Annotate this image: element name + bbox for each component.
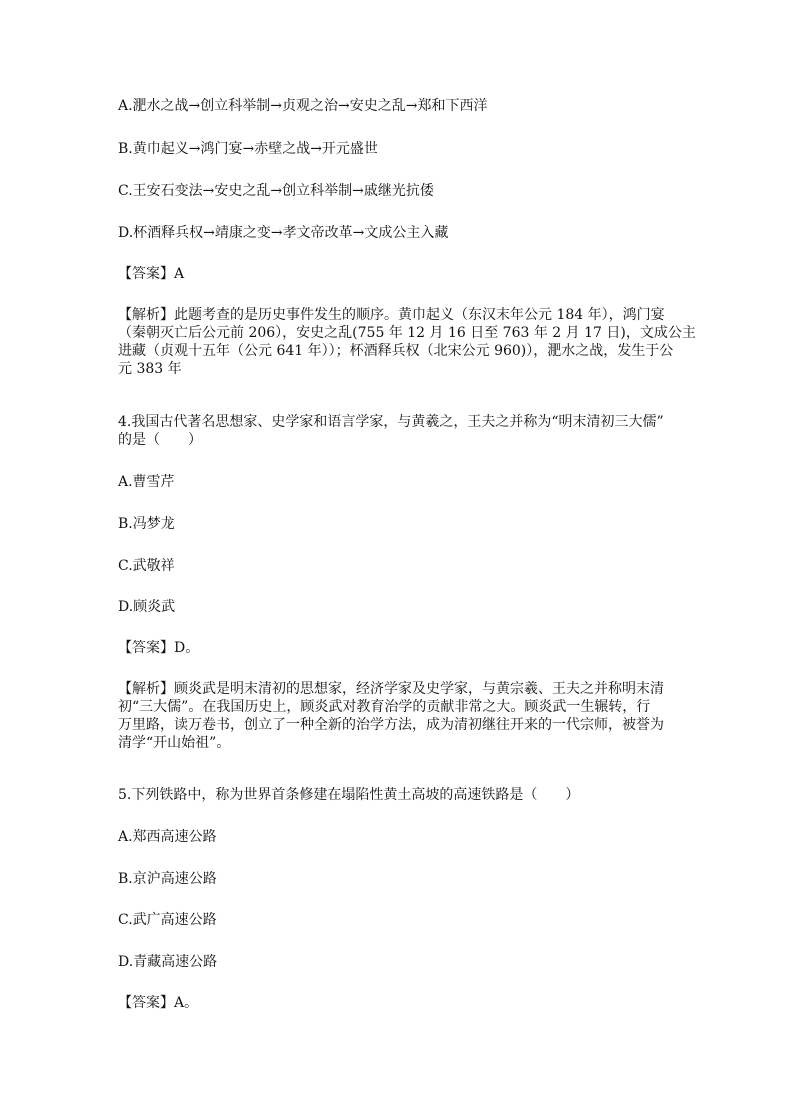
q4-option-a: A.曹雪芹 <box>118 474 175 490</box>
q5-answer: 【答案】A。 <box>118 995 199 1011</box>
q3-answer: 【答案】A <box>118 266 185 282</box>
q3-analysis-line: 元 383 年 <box>118 361 182 377</box>
q5-question: 5.下列铁路中，称为世界首条修建在塌陷性黄土高坡的高速铁路是（ ） <box>118 787 580 803</box>
q5-option-b: B.京沪高速公路 <box>118 871 217 887</box>
q3-option-b: B.黄巾起义→鸿门宴→赤壁之战→开元盛世 <box>118 141 378 157</box>
q4-answer: 【答案】D。 <box>118 640 200 656</box>
q5-option-a: A.郑西高速公路 <box>118 829 217 845</box>
q5-option-c: C.武广高速公路 <box>118 912 217 928</box>
q4-question-line: 的是（ ） <box>118 432 202 448</box>
q5-option-d: D.青藏高速公路 <box>118 954 218 970</box>
q3-analysis-line: （秦朝灭亡后公元前 206），安史之乱(755 年 12 月 16 日至 763 年 2 月 17 日)，文成公主 <box>118 325 696 341</box>
q4-option-b: B.冯梦龙 <box>118 516 175 532</box>
q4-option-d: D.顾炎武 <box>118 599 176 615</box>
q3-option-d: D.杯酒释兵权→靖康之变→孝文帝改革→文成公主入藏 <box>118 225 449 241</box>
q3-analysis-line: 进藏（贞观十五年（公元 641 年））；杯酒释兵权（北宋公元 960)），淝水之战，发生于公 <box>118 343 674 359</box>
q3-analysis <box>118 306 696 378</box>
q4-analysis-line: 【解析】顾炎武是明末清初的思想家，经济学家及史学家，与黄宗羲、王夫之并称明末清 <box>118 681 664 697</box>
q4-analysis-line: 清学“开山始祖”。 <box>118 735 231 751</box>
q3-option-c: C.王安石变法→安史之乱→创立科举制→戚继光抗倭 <box>118 183 434 199</box>
q4-option-c: C.武敬祥 <box>118 558 175 574</box>
q3-analysis-line: 【解析】此题考查的是历史事件发生的顺序。黄巾起义（东汉末年公元 184 年），鸿门宴 <box>118 307 665 323</box>
q4-analysis-line: 万里路，读万卷书，创立了一种全新的治学方法，成为清初继往开来的一代宗师，被誉为 <box>118 717 664 733</box>
q4-question <box>118 413 678 449</box>
q4-analysis <box>118 680 678 752</box>
q4-analysis-line: 初“三大儒”。在我国历史上，顾炎武对教育治学的贡献非常之大。顾炎武一生辗转，行 <box>118 699 651 715</box>
q3-option-a: A.淝水之战→创立科举制→贞观之治→安史之乱→郑和下西洋 <box>118 98 488 114</box>
q4-question-line: 4.我国古代著名思想家、史学家和语言学家，与黄羲之，王夫之并称为“明末清初三大儒” <box>118 414 664 430</box>
